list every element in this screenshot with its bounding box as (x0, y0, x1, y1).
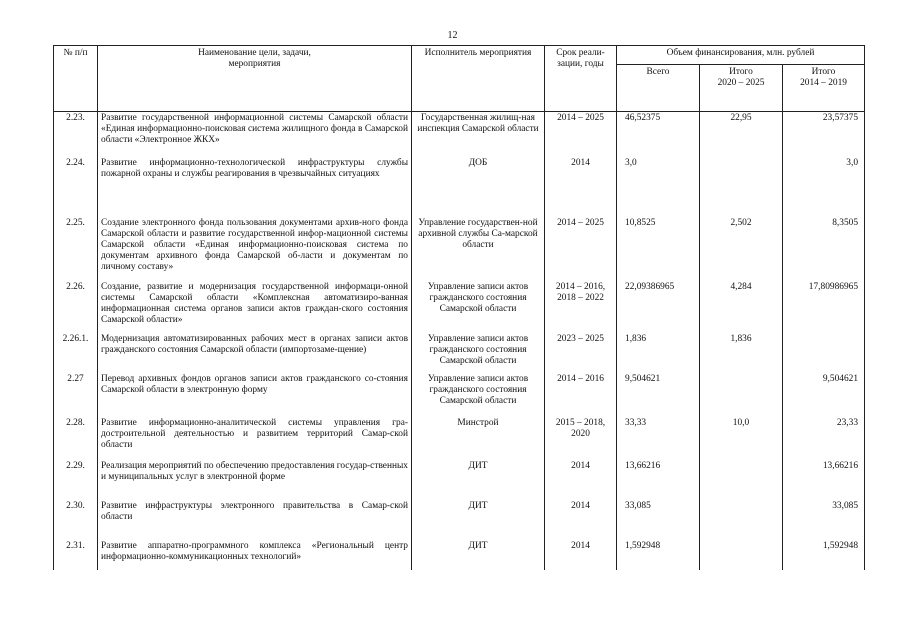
row-num: 2.23. (54, 112, 98, 157)
row-term: 2014 (545, 460, 617, 500)
row-executor: ДИТ (412, 500, 545, 540)
header-executor: Исполнитель мероприятия (412, 46, 545, 112)
row-sum-2014-2019 (783, 333, 865, 373)
row-executor: Управление записи актов гражданского состояния Самарской области (412, 333, 545, 373)
row-executor: Минстрой (412, 417, 545, 460)
row-sum-2014-2019: 8,3505 (783, 217, 865, 281)
row-term: 2014 – 2016 (545, 373, 617, 417)
row-num: 2.26. (54, 281, 98, 333)
row-total: 46,52375 (617, 112, 700, 157)
table-row (54, 540, 865, 570)
row-name: Развитие государственной информационной системы Самарской области «Единая информационно-поисковая система жилищного фонда в Самарской области «Электронное ЖКХ» (98, 112, 412, 157)
row-term: 2014 – 2025 (545, 112, 617, 157)
row-executor: Управление записи актов гражданского состояния Самарской области (412, 373, 545, 417)
row-executor: Управление записи актов гражданского состояния Самарской области (412, 281, 545, 333)
row-sum-2014-2019: 13,66216 (783, 460, 865, 500)
row-term: 2014 – 2016, 2018 – 2022 (545, 281, 617, 333)
header-total: Всего (617, 65, 700, 112)
row-num: 2.30. (54, 500, 98, 540)
row-name: Модернизация автоматизированных рабочих мест в органах записи актов гражданского состояния Самарской области (импортозаме-щение) (98, 333, 412, 373)
row-total: 1,836 (617, 333, 700, 373)
row-num: 2.24. (54, 157, 98, 217)
financing-table (53, 45, 865, 570)
row-num: 2.29. (54, 460, 98, 500)
table-row (54, 500, 865, 540)
header-sum1-line2: 2014 – 2019 (800, 78, 847, 89)
row-sum-2020-2025: 22,95 (700, 112, 783, 157)
row-sum-2014-2019: 23,33 (783, 417, 865, 460)
header-name-line2: мероприятия (228, 59, 281, 70)
header-sum2-line1: Итого (729, 67, 753, 77)
row-name: Создание, развитие и модернизация государственной информаци-онной системы Самарской области «Комплексная автоматизиро-ванная информационная система органов записи актов граждан-ского состояния Самарской области» (98, 281, 412, 333)
row-num: 2.26.1. (54, 333, 98, 373)
table-row (54, 217, 865, 281)
page-number: 12 (447, 30, 458, 41)
row-total: 10,8525 (617, 217, 700, 281)
row-total: 1,592948 (617, 540, 700, 570)
row-executor: Государственная жилищ-ная инспекция Самарской области (412, 112, 545, 157)
row-sum-2020-2025: 10,0 (700, 417, 783, 460)
row-name: Развитие аппаратно-программного комплекса «Региональный центр информационно-коммуникационных технологий» (98, 540, 412, 570)
row-total: 13,66216 (617, 460, 700, 500)
row-sum-2020-2025: 4,284 (700, 281, 783, 333)
row-sum-2020-2025 (700, 373, 783, 417)
row-sum-2020-2025 (700, 157, 783, 217)
header-num: № п/п (54, 46, 98, 112)
row-term: 2014 (545, 500, 617, 540)
row-name: Реализация мероприятий по обеспечению предоставления государ-ственных и муниципальных услуг в электронной форме (98, 460, 412, 500)
header-term (545, 46, 617, 112)
table-row (54, 157, 865, 217)
row-name: Развитие инфраструктуры электронного правительства в Самар-ской области (98, 500, 412, 540)
row-name: Развитие информационно-аналитической системы управления гра-достроительной деятельностью и развитием территорий Самар-ской области (98, 417, 412, 460)
table-row (54, 373, 865, 417)
row-executor: ДИТ (412, 540, 545, 570)
header-sum2-line2: 2020 – 2025 (717, 78, 765, 89)
row-sum-2014-2019: 3,0 (783, 157, 865, 217)
row-sum-2020-2025 (700, 460, 783, 500)
header-financing: Объем финансирования, млн. рублей (617, 46, 865, 65)
table-row (54, 112, 865, 157)
row-name: Развитие информационно-технологической инфраструктуры службы пожарной охраны и службы реагирования в чрезвычайных ситуациях (98, 157, 412, 217)
table-row (54, 417, 865, 460)
row-total: 33,085 (617, 500, 700, 540)
row-sum-2014-2019: 33,085 (783, 500, 865, 540)
row-name: Создание электронного фонда пользования документами архив-ного фонда Самарской области и развитие государственной инфор-мационной системы Самарской области «Единая информационно-поисковая система по документам архивного фонда Самарской об-ласти и документам по личному составу» (98, 217, 412, 281)
table-row (54, 281, 865, 333)
row-term: 2015 – 2018, 2020 (545, 417, 617, 460)
row-sum-2020-2025: 1,836 (700, 333, 783, 373)
row-term: 2014 – 2025 (545, 217, 617, 281)
row-sum-2020-2025 (700, 540, 783, 570)
header-sum-2020-2025 (700, 65, 783, 112)
row-total: 22,09386965 (617, 281, 700, 333)
row-sum-2014-2019: 9,504621 (783, 373, 865, 417)
row-num: 2.27 (54, 373, 98, 417)
row-sum-2014-2019: 1,592948 (783, 540, 865, 570)
row-total: 9,504621 (617, 373, 700, 417)
row-num: 2.25. (54, 217, 98, 281)
row-executor: Управление государствен-ной архивной службы Са-марской области (412, 217, 545, 281)
header-term-line1: Срок реали- (556, 48, 605, 58)
header-sum-2014-2019 (783, 65, 865, 112)
row-executor: ДИТ (412, 460, 545, 500)
row-sum-2020-2025: 2,502 (700, 217, 783, 281)
row-term: 2014 (545, 540, 617, 570)
row-num: 2.28. (54, 417, 98, 460)
table-row (54, 460, 865, 500)
row-sum-2014-2019: 17,80986965 (783, 281, 865, 333)
row-sum-2014-2019: 23,57375 (783, 112, 865, 157)
row-executor: ДОБ (412, 157, 545, 217)
row-total: 3,0 (617, 157, 700, 217)
header-sum1-line1: Итого (811, 67, 836, 77)
row-term: 2023 – 2025 (545, 333, 617, 373)
header-name (98, 46, 412, 112)
row-term: 2014 (545, 157, 617, 217)
table-row (54, 333, 865, 373)
header-name-line1: Наименование цели, задачи, (198, 48, 311, 58)
row-name: Перевод архивных фондов органов записи актов гражданского со-стояния Самарской области в электронную форму (98, 373, 412, 417)
row-num: 2.31. (54, 540, 98, 570)
row-total: 33,33 (617, 417, 700, 460)
header-term-line2: зации, годы (557, 59, 604, 70)
row-sum-2020-2025 (700, 500, 783, 540)
